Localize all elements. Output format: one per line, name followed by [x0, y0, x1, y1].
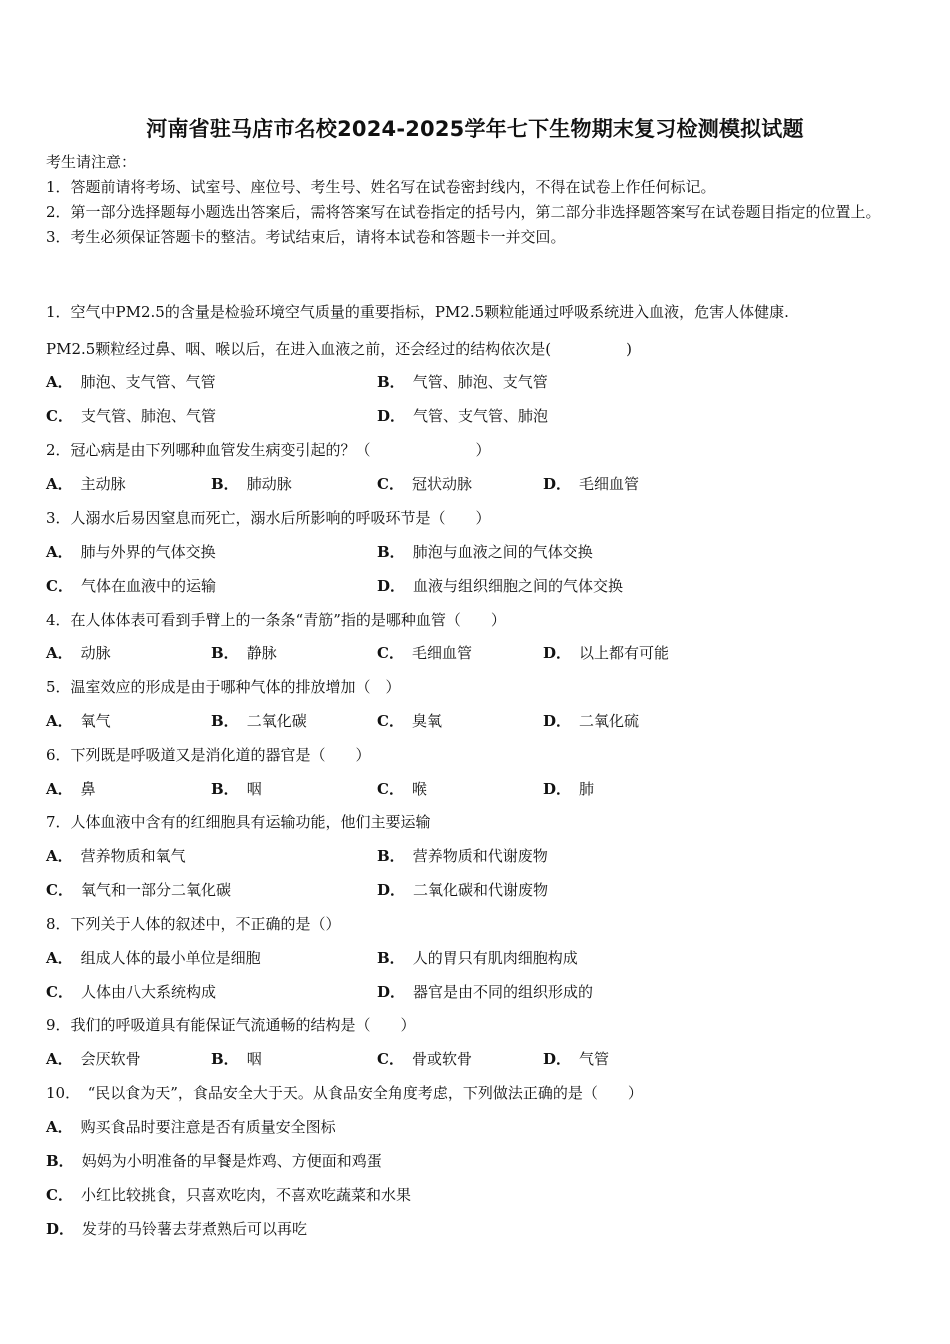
option-c: C． 人体由八大系统构成 — [46, 983, 216, 1001]
notice-item: 1．答题前请将考场、试室号、座位号、考生号、姓名写在试卷密封线内，不得在试卷上作任何标记。 — [46, 178, 716, 196]
exam-page: 河南省驻马店市名校2024-2025学年七下生物期末复习检测模拟试题 考生请注意： 1．答题前请将考场、试室号、座位号、考生号、姓名写在试卷密封线内，不得在试卷上作任何标记。 2．第一部分选择题每小题选出答案后，需将答案写在试卷指定的括号内，第二部分非选择题答案写在试卷题目指定的位置上。 3．考生必须保证答题卡的整洁。考试结束后，请将本试卷和答题卡一并交回。 1．空气中PM2.5的含量是检验环境空气质量的重要指标，PM2.5颗粒能通过呼吸系统进入血液，危害人体健康. PM2.5颗粒经过鼻、咽、喉以后，在进入血液之前，还会经过的结构依次是( ) A． 肺泡、支气管、气管 B． 气管、肺泡、支气管 C． 支气管、肺泡、气管 D． 气管、支气管、肺泡 2．冠心病是由下列哪种血管发生病变引起的？（ ） A． 主动脉 B． 肺动脉 C． 冠状动脉 D． 毛细血管 3．人溺水后易因窒息而死亡，溺水后所影响的呼吸环节是（ ） A． 肺与外界的气体交换 B． 肺泡与血液之间的气体交换 C． 气体在血液中的运输 D． 血液与组织细胞之间的气体交换 4．在人体体表可看到手臂上的一条条“青筋”指的是哪种血管（ ） A． 动脉 B． 静脉 C． 毛细血管 D． 以上都有可能 5．温室效应的形成是由于哪种气体的排放增加（ ） A． 氧气 B． 二氧化碳 C． 臭氧 D． 二氧化硫 6．下列既是呼吸道又是消化道的器官是（ ） A． 鼻 B． 咽 C． 喉 D． 肺 7．人体血液中含有的红细胞具有运输功能，他们主要运输 A． 营养物质和氧气 B． 营养物质和代谢废物 C． 氧气和一部分二氧化碳 D． 二氧化碳和代谢废物 8．下列关于人体的叙述中，不正确的是（） A． 组成人体的最小单位是细胞 B． 人的胃只有肌肉细胞构成 C． 人体由八大系统构成 D． 器官是由不同的组织形成的 9．我们的呼吸道具有能保证气流通畅的结构是（ ） A． 会厌软骨 B． 咽 C． 骨或软骨 D． 气管 10． “民以食为天”，食品安全大于天。从食品安全角度考虑，下列做法正确的是（ ） A． 购买食品时要注意是否有质量安全图标 B． 妈妈为小明准备的早餐是炸鸡、方便面和鸡蛋 C． 小红比较挑食，只喜欢吃肉，不喜欢吃蔬菜和水果 D． 发芽的马铃薯去芽煮熟后可以再吃 — [0, 0, 950, 1344]
question-3-stem: 3．人溺水后易因窒息而死亡，溺水后所影响的呼吸环节是（ ） — [46, 509, 491, 527]
option-b: B． 肺泡与血液之间的气体交换 — [377, 543, 593, 561]
question-9-stem: 9．我们的呼吸道具有能保证气流通畅的结构是（ ） — [46, 1016, 416, 1034]
option-b: B． 咽 — [211, 1050, 262, 1068]
notice-item: 2．第一部分选择题每小题选出答案后，需将答案写在试卷指定的括号内，第二部分非选择题答案写在试卷题目指定的位置上。 — [46, 203, 881, 221]
option-b: B． 二氧化碳 — [211, 712, 307, 730]
option-d: D． 肺 — [543, 780, 595, 798]
question-8-stem: 8．下列关于人体的叙述中，不正确的是（） — [46, 915, 341, 933]
option-c: C． 毛细血管 — [377, 644, 472, 662]
question-1-stem-continued: PM2.5颗粒经过鼻、咽、喉以后，在进入血液之前，还会经过的结构依次是( ) — [46, 340, 633, 358]
option-c: C． 支气管、肺泡、气管 — [46, 407, 216, 425]
question-4-stem: 4．在人体体表可看到手臂上的一条条“青筋”指的是哪种血管（ ） — [46, 611, 506, 629]
question-10-stem: 10． “民以食为天”，食品安全大于天。从食品安全角度考虑，下列做法正确的是（ ） — [46, 1084, 643, 1102]
question-2-stem: 2．冠心病是由下列哪种血管发生病变引起的？（ ） — [46, 441, 491, 459]
option-d: D． 毛细血管 — [543, 475, 640, 493]
option-c: C． 气体在血液中的运输 — [46, 577, 216, 595]
option-d: D． 二氧化碳和代谢废物 — [377, 881, 549, 899]
option-a: A． 氧气 — [46, 712, 111, 730]
option-a: A． 主动脉 — [46, 475, 126, 493]
option-a: A． 营养物质和氧气 — [46, 847, 186, 865]
option-d: D． 气管 — [543, 1050, 610, 1068]
notice-heading: 考生请注意： — [46, 153, 137, 171]
option-b: B． 肺动脉 — [211, 475, 292, 493]
option-b: B． 咽 — [211, 780, 262, 798]
option-b: B． 静脉 — [211, 644, 277, 662]
option-a: A． 鼻 — [46, 780, 96, 798]
option-c: C． 臭氧 — [377, 712, 442, 730]
option-d: D． 血液与组织细胞之间的气体交换 — [377, 577, 624, 595]
question-1-stem: 1．空气中PM2.5的含量是检验环境空气质量的重要指标，PM2.5颗粒能通过呼吸系统进入血液，危害人体健康. — [46, 303, 789, 321]
option-d: D． 二氧化硫 — [543, 712, 640, 730]
option-b: B． 气管、肺泡、支气管 — [377, 373, 548, 391]
option-c: C． 氧气和一部分二氧化碳 — [46, 881, 231, 899]
option-b: B． 营养物质和代谢废物 — [377, 847, 548, 865]
notice-block — [46, 150, 906, 250]
option-c: C． 喉 — [377, 780, 427, 798]
option-d: D． 器官是由不同的组织形成的 — [377, 983, 594, 1001]
option-a: A． 肺与外界的气体交换 — [46, 543, 216, 561]
option-d: D． 以上都有可能 — [543, 644, 670, 662]
option-b: B． 人的胃只有肌肉细胞构成 — [377, 949, 578, 967]
option-a: A． 会厌软骨 — [46, 1050, 141, 1068]
notice-item: 3．考生必须保证答题卡的整洁。考试结束后，请将本试卷和答题卡一并交回。 — [46, 228, 566, 246]
question-5-stem: 5．温室效应的形成是由于哪种气体的排放增加（ ） — [46, 678, 401, 696]
question-7-stem: 7．人体血液中含有的红细胞具有运输功能，他们主要运输 — [46, 813, 431, 831]
option-a: A． 动脉 — [46, 644, 111, 662]
option-c: C． 冠状动脉 — [377, 475, 472, 493]
question-6-stem: 6．下列既是呼吸道又是消化道的器官是（ ） — [46, 746, 371, 764]
option-d: D． 气管、支气管、肺泡 — [377, 407, 549, 425]
page-title: 河南省驻马店市名校2024-2025学年七下生物期末复习检测模拟试题 — [146, 117, 804, 141]
option-a: A． 组成人体的最小单位是细胞 — [46, 949, 261, 967]
option-a: A． 肺泡、支气管、气管 — [46, 373, 216, 391]
option-c: C． 骨或软骨 — [377, 1050, 472, 1068]
